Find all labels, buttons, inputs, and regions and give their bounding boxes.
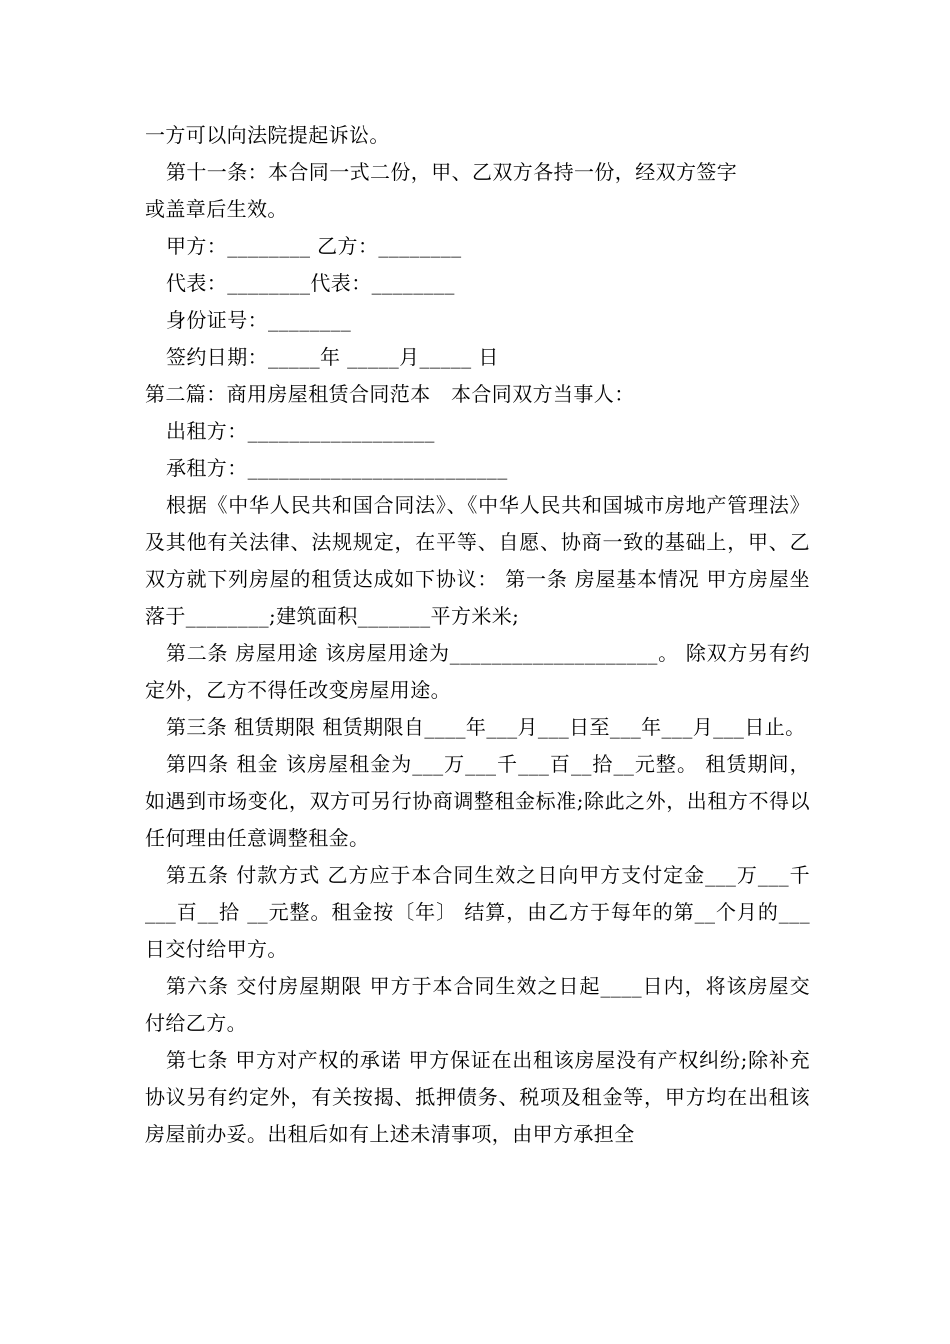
paragraph-article-6: 第六条 交付房屋期限 甲方于本合同生效之日起____日内，将该房屋交付给乙方。 [145,974,810,1035]
paragraph-article-5: 第五条 付款方式 乙方应于本合同生效之日向甲方支付定金___万___千___百__拾 __元整。租金按〔年〕 结算，由乙方于每年的第__个月的___日交付给甲方。 [145,863,810,961]
signing-date-line: 签约日期：_____年 _____月_____ 日 [166,345,499,369]
lessor-line: 出租方：__________________ [166,419,435,443]
paragraph-article-3: 第三条 租赁期限 租赁期限自____年___月___日至___年___月___日止。 [166,715,806,739]
party-signature-line: 甲方：________ 乙方：________ [166,234,462,258]
text-line: 第十一条：本合同一式二份，甲、乙双方各持一份，经双方签字 [166,160,738,184]
paragraph-article-7: 第七条 甲方对产权的承诺 甲方保证在出租该房屋没有产权纠纷;除补充协议另有约定外，有关按揭、抵押债务、税项及租金等，甲方均在出租该房屋前办妥。出租后如有上述未清事项，由甲方承担全 [145,1048,810,1146]
id-number-line: 身份证号：________ [166,308,352,332]
representative-signature-line: 代表：________代表：________ [166,271,455,295]
document-body [145,117,810,1153]
paragraph-basis: 根据《中华人民共和国合同法》、《中华人民共和国城市房地产管理法》及其他有关法律、法规规定，在平等、自愿、协商一致的基础上，甲、乙双方就下列房屋的租赁达成如下协议： 第一条 房屋基本情况 甲方房屋坐落于________;建筑面积_______平方米米; [145,493,810,628]
lessee-line: 承租方：_________________________ [166,456,508,480]
section-heading: 第二篇：商用房屋租赁合同范本 本合同双方当事人： [145,382,635,406]
paragraph-article-4: 第四条 租金 该房屋租金为___万___千___百__拾__元整。 租赁期间，如遇到市场变化，双方可另行协商调整租金标准;除此之外，出租方不得以任何理由任意调整租金。 [145,752,810,850]
text-line: 或盖章后生效。 [145,197,288,221]
paragraph-article-2: 第二条 房屋用途 该房屋用途为____________________。 除双方另有约定外，乙方不得任改变房屋用途。 [145,641,810,702]
text-line: 一方可以向法院提起诉讼。 [145,123,390,147]
